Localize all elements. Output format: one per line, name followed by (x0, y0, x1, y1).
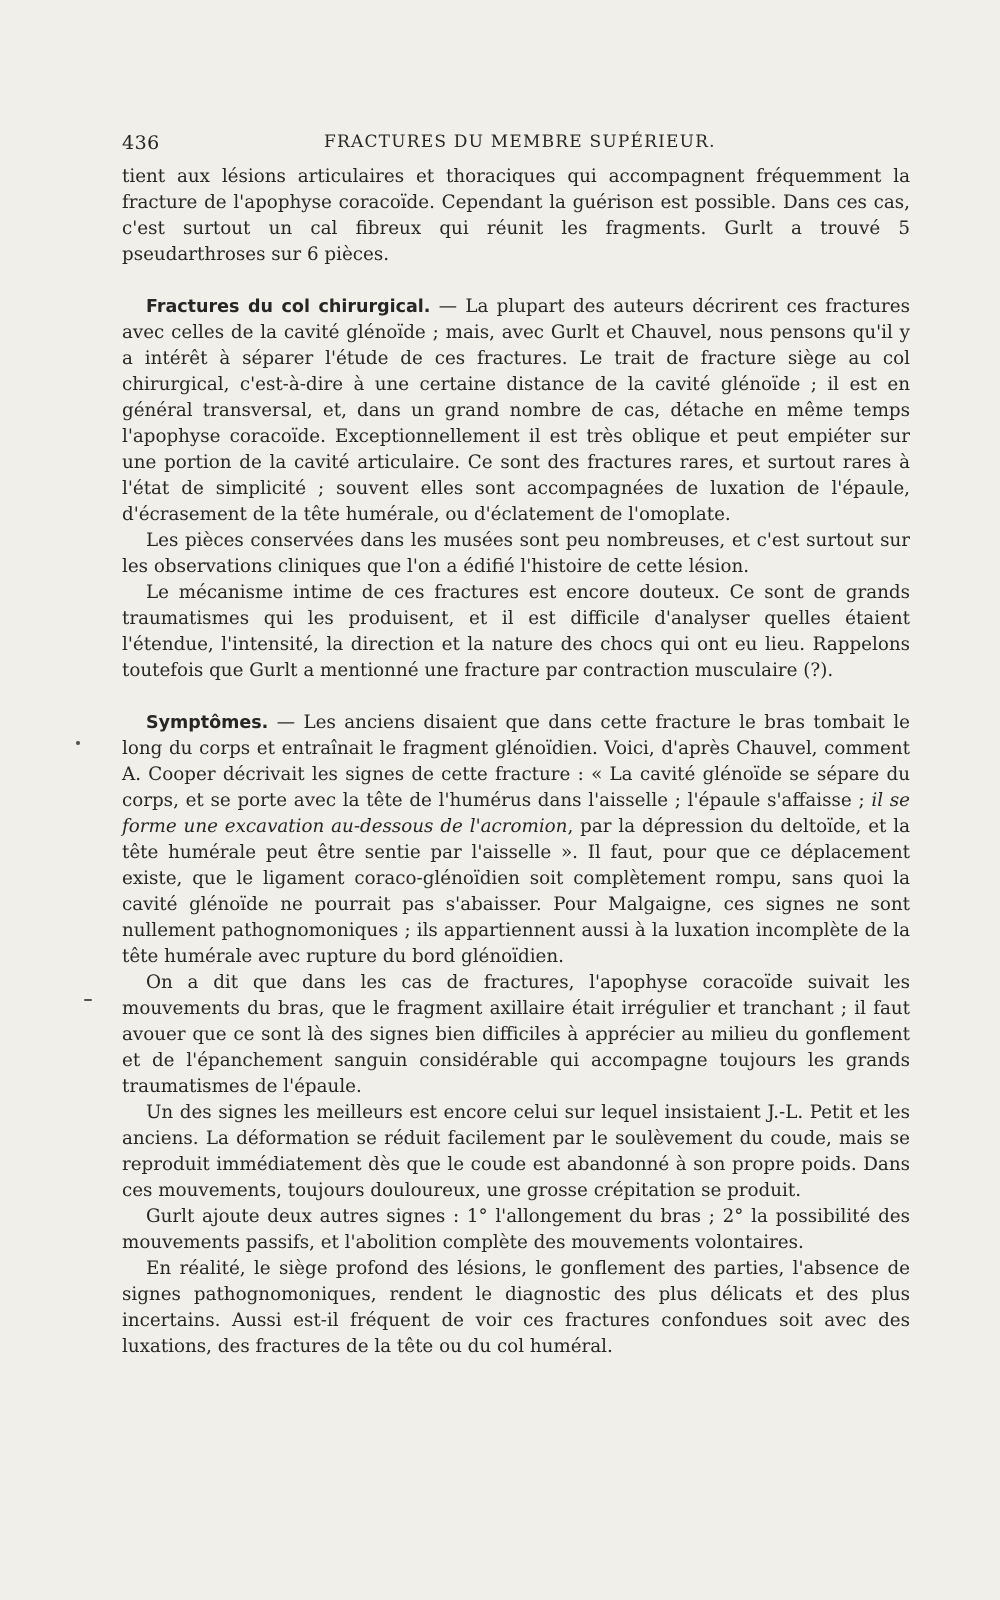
paragraph-text: tient aux lésions articulaires et thoraciques qui accompagnent fréquemment la fracture de l'apophyse coracoïde. Cependant la guérison est possible. Dans ces cas, c'est surtout un cal fibreux qui réunit les fragments. Gurlt a trouvé 5 pseudarthroses sur 6 pièces. (122, 166, 910, 265)
margin-ink-dot (76, 741, 80, 745)
margin-ink-dash (84, 999, 92, 1001)
paragraph-coracoide (122, 970, 910, 1100)
paragraph-text: On a dit que dans les cas de fractures, l'apophyse coracoïde suivait les mouvements du bras, que le fragment axillaire était irrégulier et tranchant ; il faut avouer que ce sont là des signes bien difficiles à apprécier au milieu du gonflement et de l'épanchement sanguin considérable qui accompagne toujours les grands traumatismes de l'épaule. (122, 972, 910, 1097)
paragraph-pieces-musees (122, 528, 910, 580)
paragraph-text: Gurlt ajoute deux autres signes : 1° l'allongement du bras ; 2° la possibilité des mouvements passifs, et l'abolition complète des mouvements volontaires. (122, 1206, 910, 1253)
section-heading-symptomes: Symptômes. (146, 713, 269, 733)
italic-quote: il se forme une excavation au-dessous de l'acromion (122, 790, 910, 837)
paragraph-col-chirurgical (122, 294, 910, 528)
paragraph-continuation (122, 164, 910, 268)
paragraph-text: , par la dépression du deltoïde, et la tête humérale peut être sentie par l'aisselle ». Il faut, pour que ce déplacement existe, que le ligament coraco-glénoïdien soit complètement rompu, sans quoi la cavité glénoïde ne pourrait pas s'abaisser. Pour Malgaigne, ces signes ne sont nullement pathognomoniques ; ils appartiennent aussi à la luxation incomplète de la tête humérale avec rupture du bord glénoïdien. (122, 816, 910, 967)
paragraph-text: Un des signes les meilleurs est encore celui sur lequel insistaient J.-L. Petit et les anciens. La déformation se réduit facilement par le soulèvement du coude, mais se reproduit immédiatement dès que le coude est abandonné à son propre poids. Dans ces mouvements, toujours douloureux, une grosse crépitation se produit. (122, 1102, 910, 1201)
paragraph-realite (122, 1256, 910, 1360)
body-text (122, 164, 910, 1360)
paragraph-petit (122, 1100, 910, 1204)
paragraph-text: — La plupart des auteurs décrirent ces fractures avec celles de la cavité glénoïde ; mais, avec Gurlt et Chauvel, nous pensons qu'il y a intérêt à séparer l'étude de ces fractures. Le trait de fracture siège au col chirurgical, c'est-à-dire à une certaine distance de la cavité glénoïde ; il est en général transversal, et, dans un grand nombre de cas, détache en même temps l'apophyse coracoïde. Exceptionnellement il est très oblique et peut empiéter sur une portion de la cavité articulaire. Ce sont des fractures rares, et surtout rares à l'état de simplicité ; souvent elles sont accompagnées de luxation de l'épaule, d'écrasement de la tête humérale, ou d'éclatement de l'omoplate. (122, 296, 911, 525)
running-title: FRACTURES DU MEMBRE SUPÉRIEUR. (324, 132, 716, 152)
paragraph-gurlt-signes (122, 1204, 910, 1256)
page-header (122, 132, 716, 158)
section-heading-col-chirurgical: Fractures du col chirurgical. (146, 297, 431, 317)
paragraph-text: En réalité, le siège profond des lésions, le gonflement des parties, l'absence de signes pathognomoniques, rendent le diagnostic des plus délicats et des plus incertains. Aussi est-il fréquent de voir ces fractures confondues soit avec des luxations, des fractures de la tête ou du col huméral. (122, 1258, 910, 1357)
paragraph-text: — Les anciens disaient que dans cette fracture le bras tombait le long du corps et entraînait le fragment glénoïdien. Voici, d'après Chauvel, comment A. Cooper décrivait les signes de cette fracture : « La cavité glénoïde se sépare du corps, et se porte avec la tête de l'humérus dans l'aisselle ; l'épaule s'affaisse ; (122, 712, 910, 811)
page-number: 436 (122, 132, 160, 154)
paragraph-mecanisme (122, 580, 910, 684)
paragraph-text: Le mécanisme intime de ces fractures est encore douteux. Ce sont de grands traumatismes qui les produisent, et il est difficile d'analyser quelles étaient l'étendue, l'intensité, la direction et la nature des chocs qui ont eu lieu. Rappelons toutefois que Gurlt a mentionné une fracture par contraction musculaire (?). (122, 582, 910, 681)
paragraph-text: Les pièces conservées dans les musées sont peu nombreuses, et c'est surtout sur les observations cliniques que l'on a édifié l'histoire de cette lésion. (122, 530, 910, 577)
paragraph-symptomes (122, 710, 910, 970)
